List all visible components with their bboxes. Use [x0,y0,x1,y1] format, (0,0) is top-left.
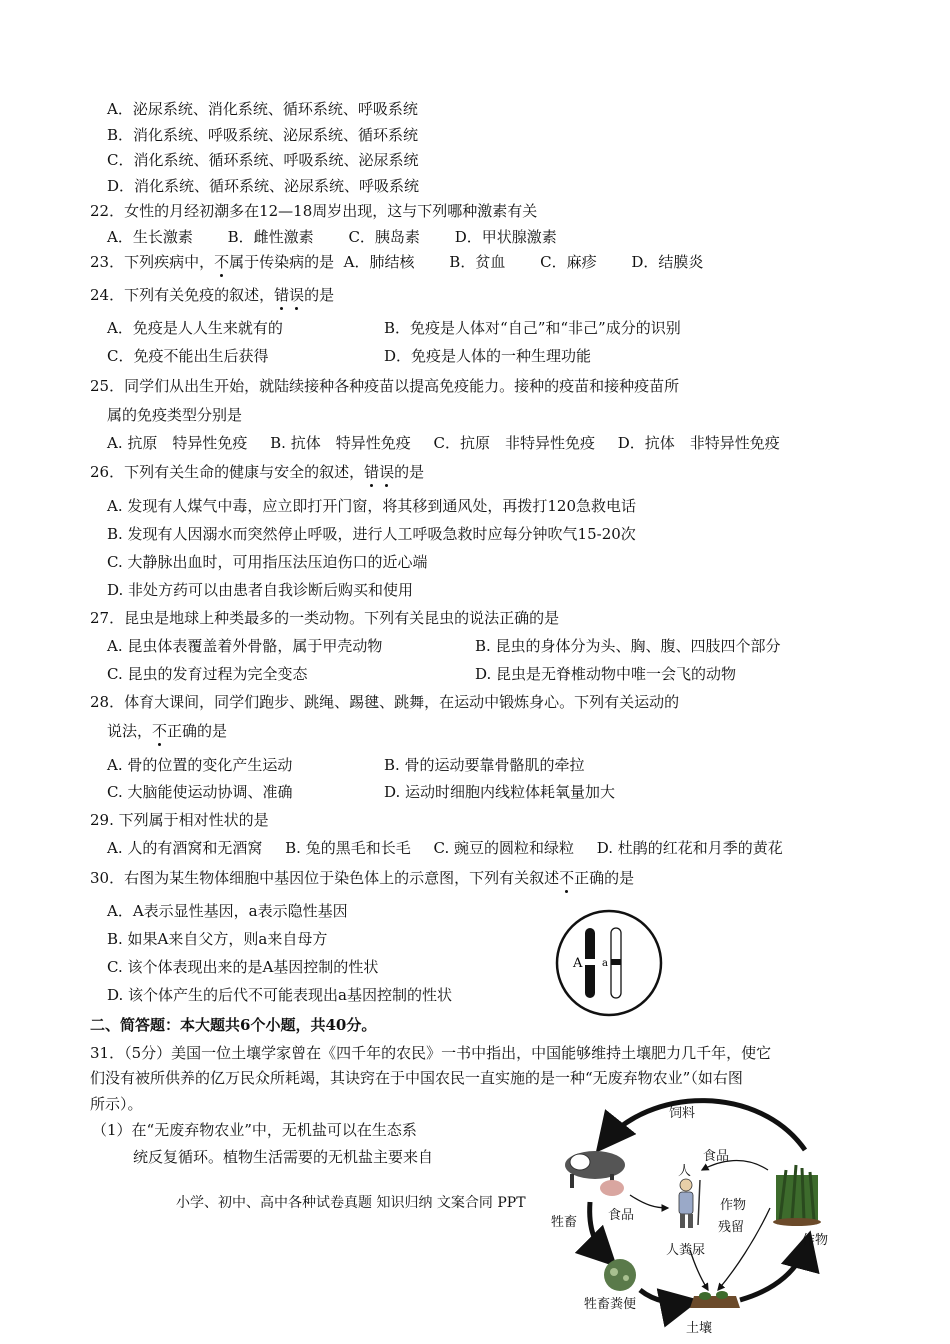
q21-option-b: B．消化系统、呼吸系统、泌尿系统、循环系统 [107,126,419,144]
crops-picture [773,1165,821,1226]
chromosome-figure [554,908,664,1018]
q21-option-a: A．泌尿系统、消化系统、循环系统、呼吸系统 [107,100,418,118]
q25-option-b: B. 抗体 特异性免疫 [270,434,411,452]
label-food-left: 食品 [608,1208,635,1223]
q28-stem-post: 正确的是 [167,722,228,740]
q24-option-a: A．免疫是人人生来就有的 [107,319,283,337]
q30-stem-post: 正确的是 [574,869,635,887]
label-crop-residue-1: 作物 [720,1198,747,1213]
livestock-to-human-arrow [630,1195,668,1208]
q26-option-c: C. 大静脉出血时，可用指压法压迫伤口的近心端 [107,553,428,571]
q24-stem-post: 的是 [304,286,335,304]
q27-option-c: C. 昆虫的发育过程为完全变态 [107,665,308,683]
label-manure: 牲畜粪便 [584,1297,637,1312]
q28-option-b: B. 骨的运动要靠骨骼肌的牵拉 [384,756,585,774]
q31-line1: 31．（5分）美国一位土壤学家曾在《四千年的农民》一书中指出，中国能够维持土壤肥力几千年，使它 [90,1044,772,1062]
q22-option-c: C．胰岛素 [348,228,420,246]
q23-line [90,252,703,272]
q24-emphasis-2: 误 [289,286,305,304]
q26-option-a: A. 发现有人煤气中毒，应立即打开门窗，将其移到通风处，再拨打120急救电话 [107,497,637,515]
feed-arrow [602,1101,805,1150]
q23-option-a: A．肺结核 [343,253,415,271]
q23-option-d: D．结膜炎 [631,253,704,271]
q28-emphasis: 不 [152,722,168,740]
livestock-to-manure-arrow [590,1202,610,1260]
q24-option-b: B．免疫是人体对“自己”和“非己”成分的识别 [384,319,681,337]
q26-stem [90,462,424,482]
q23-option-b: B．贫血 [449,253,506,271]
q25-option-a: A. 抗原 特异性免疫 [107,434,248,452]
q24-stem [90,285,334,305]
manure-to-soil-arrow [640,1290,690,1303]
label-human: 人 [678,1164,692,1179]
q31-line2: 们没有被所供养的亿万民众所耗竭，其诀窍在于中国农民一直实施的是一种“无废弃物农业”（如右图 [90,1069,743,1087]
label-livestock: 牲畜 [551,1215,578,1230]
q30-option-d: D. 该个体产生的后代不可能表现出a基因控制的性状 [107,986,452,1004]
q28-stem-line2 [107,721,227,741]
q29-options [107,838,783,858]
q24-option-d: D．免疫是人体的一种生理功能 [384,347,592,365]
farmer-picture [679,1179,700,1228]
manure-picture [604,1259,636,1291]
q26-option-b: B. 发现有人因溺水而突然停止呼吸，进行人工呼吸急救时应每分钟吹气15-20次 [107,525,636,543]
q30-stem [90,868,634,888]
q28-option-c: C. 大脑能使运动协调、准确 [107,783,293,801]
label-crop-residue-2: 残留 [718,1220,745,1235]
q21-option-c: C．消化系统、循环系统、呼吸系统、泌尿系统 [107,151,419,169]
q23-emphasis: 不 [214,253,230,271]
q30-emphasis: 不 [559,869,575,887]
label-soil: 土壤 [686,1321,713,1336]
q22-option-b: B．雌性激素 [227,228,314,246]
q30-option-c: C. 该个体表现出来的是A基因控制的性状 [107,958,379,976]
q29-option-b: B. 兔的黑毛和长毛 [285,839,411,857]
gene-label-big-a: A [573,956,583,971]
label-food-top: 食品 [703,1149,730,1164]
q27-stem: 27．昆虫是地球上种类最多的一类动物。下列有关昆虫的说法正确的是 [90,609,560,627]
q30-stem-pre: 30．右图为某生物体细胞中基因位于染色体上的示意图，下列有关叙述 [90,869,560,887]
label-crops: 作物 [802,1233,829,1248]
q26-option-d: D. 非处方药可以由患者自我诊断后购买和使用 [107,581,414,599]
q24-stem-pre: 24．下列有关免疫的叙述， [90,286,275,304]
q25-stem-line1: 25．同学们从出生开始，就陆续接种各种疫苗以提高免疫能力。接种的疫苗和接种疫苗所 [90,377,680,395]
q25-option-c: C．抗原 非特异性免疫 [433,434,595,452]
q25-options [107,433,780,453]
q26-stem-post: 的是 [394,463,425,481]
q24-emphasis-1: 错 [274,286,290,304]
q26-stem-pre: 26．下列有关生命的健康与安全的叙述， [90,463,365,481]
q30-option-b: B. 如果A来自父方，则a来自母方 [107,930,328,948]
q28-option-d: D. 运动时细胞内线粒体耗氧量加大 [384,783,616,801]
q30-option-a: A．A表示显性基因，a表示隐性基因 [107,902,348,920]
q28-stem-pre: 说法， [107,722,153,740]
section-2-heading: 二、简答题：本大题共6个小题，共40分。 [90,1016,377,1034]
q29-option-c: C. 豌豆的圆粒和绿粒 [433,839,574,857]
q24-option-c: C．免疫不能出生后获得 [107,347,269,365]
q22-option-d: D．甲状腺激素 [454,228,557,246]
q22-options [107,227,557,247]
q25-option-d: D．抗体 非特异性免疫 [617,434,780,452]
q26-emphasis-1: 错 [364,463,380,481]
q26-emphasis-2: 误 [379,463,395,481]
q25-stem-line2: 属的免疫类型分别是 [107,406,243,424]
soil-to-crops-arrow [740,1240,808,1300]
q23-stem-pre: 23．下列疾病中， [90,253,215,271]
q22-stem: 22．女性的月经初潮多在12—18周岁出现，这与下列哪种激素有关 [90,202,538,220]
footer-text: 小学、初中、高中各种试卷真题 知识归纳 文案合同 PPT [176,1195,526,1211]
soil-picture [690,1291,740,1308]
label-human-waste: 人粪尿 [666,1243,706,1258]
q28-option-a: A. 骨的位置的变化产生运动 [107,756,293,774]
label-feed: 饲料 [669,1106,696,1121]
q29-stem: 29. 下列属于相对性状的是 [90,811,269,829]
q23-option-c: C．麻疹 [540,253,597,271]
q27-option-d: D. 昆虫是无脊椎动物中唯一会飞的动物 [475,665,737,683]
q22-option-a: A．生长激素 [107,228,193,246]
gene-label-small-a: a [602,958,608,969]
q29-option-a: A. 人的有酒窝和无酒窝 [107,839,263,857]
livestock-picture [565,1151,625,1196]
q27-option-a: A. 昆虫体表覆盖着外骨骼，属于甲壳动物 [107,637,383,655]
q31-sub1-line2: 统反复循环。植物生活需要的无机盐主要来自 [133,1148,434,1166]
q27-option-b: B. 昆虫的身体分为头、胸、腹、四肢四个部分 [475,637,781,655]
q28-stem-line1: 28．体育大课间，同学们跑步、跳绳、踢毽、跳舞，在运动中锻炼身心。下列有关运动的 [90,693,680,711]
q21-option-d: D．消化系统、循环系统、泌尿系统、呼吸系统 [107,177,420,195]
q31-sub1-line1: （1）在“无废弃物农业”中，无机盐可以在生态系 [92,1121,417,1139]
q23-stem-post: 属于传染病的是 [229,253,335,271]
q31-line3: 所示）。 [90,1095,143,1113]
q29-option-d: D. 杜鹃的红花和月季的黄花 [596,839,783,857]
